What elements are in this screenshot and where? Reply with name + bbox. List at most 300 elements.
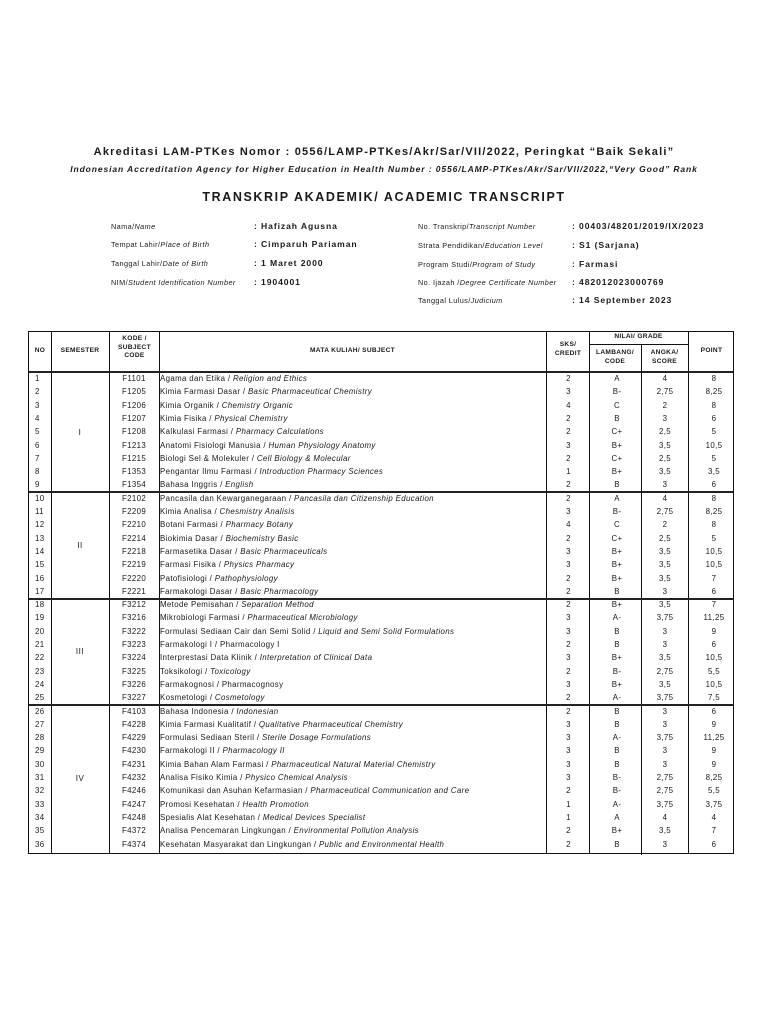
grade-point: 9: [711, 746, 717, 756]
grade-point: 9: [711, 719, 717, 729]
transcript-number: : 00403/48201/2019/IX/2023: [572, 221, 705, 231]
subject-code: F2220: [121, 573, 147, 583]
table-row: [29, 639, 735, 652]
grade-code: A: [614, 374, 620, 383]
subject-code: F1206: [121, 400, 147, 410]
credit: 2: [566, 640, 571, 649]
header-grade-group: NILAI/ GRADE: [614, 333, 663, 340]
credit: 2: [566, 826, 571, 836]
grade-score: 2: [662, 400, 668, 410]
subject-code: F1213: [121, 440, 147, 450]
row-no: 11: [35, 507, 44, 516]
grade-code: A: [614, 812, 620, 822]
semester-label: I: [78, 427, 82, 437]
credit: 3: [566, 560, 571, 570]
row-no: 5: [35, 427, 40, 437]
table-row: [29, 573, 735, 586]
subject-name: Anatomi Fisiologi Manusia / Human Physiology Anatomy: [160, 440, 376, 450]
semester-divider: [29, 598, 733, 600]
credit: 2: [566, 706, 571, 716]
subject-name: Farmasi Fisika / Physics Pharmacy: [160, 560, 295, 570]
subject-name: Pengantar Ilmu Farmasi / Introduction Pharmacy Sciences: [160, 467, 384, 477]
grade-point: 8: [711, 493, 717, 503]
subject-name: Metode Pemisahan / Separation Method: [160, 600, 314, 610]
credit: 2: [566, 493, 571, 503]
table-row: [29, 546, 735, 559]
student-birthplace: : Cimparuh Pariaman: [254, 239, 358, 249]
table-row: [29, 493, 735, 506]
row-no: 18: [35, 600, 45, 610]
credit: 3: [566, 746, 571, 756]
grade-code: B-: [612, 666, 622, 676]
grade-point: 8: [711, 520, 717, 530]
grade-score: 3,5: [658, 546, 672, 556]
semester-divider: [29, 704, 733, 706]
row-no: 23: [35, 666, 45, 676]
credit: 3: [566, 679, 571, 689]
grade-code: B-: [612, 773, 622, 782]
grades-table: [28, 331, 734, 854]
table-row: [29, 812, 735, 825]
grade-score: 3,5: [658, 440, 672, 450]
subject-name: Kimia Bahan Alam Farmasi / Pharmaceutical Natural Material Chemistry: [160, 759, 436, 769]
table-row: [29, 559, 735, 572]
row-no: 24: [35, 679, 45, 689]
table-row: [29, 785, 735, 798]
grade-score: 2,5: [658, 533, 672, 543]
subject-code: F1215: [121, 453, 147, 463]
student-nim: : 1904001: [254, 277, 301, 287]
row-no: 25: [35, 693, 45, 703]
row-no: 22: [35, 653, 45, 663]
graduation-date: : 14 September 2023: [572, 295, 673, 305]
grade-point: 11,25: [703, 733, 725, 743]
subject-code: F2102: [121, 493, 147, 503]
table-row: [29, 506, 735, 519]
row-no: 19: [35, 613, 45, 623]
row-no: 3: [35, 400, 40, 410]
credit: 2: [566, 586, 571, 596]
program-of-study: : Farmasi: [572, 259, 619, 269]
subject-name: Patofisiologi / Pathophysiology: [160, 573, 278, 583]
grade-code: B+: [611, 546, 623, 556]
subject-code: F1354: [121, 480, 147, 490]
grade-code: B: [614, 626, 620, 636]
grade-code: A-: [612, 693, 622, 703]
table-row: [29, 453, 735, 466]
table-row: [29, 599, 735, 612]
grade-score: 2,75: [656, 786, 674, 796]
subject-name: Farmakologi II / Pharmacology II: [160, 746, 285, 756]
grade-point: 5: [711, 427, 717, 437]
accreditation-line: Akreditasi LAM-PTKes Nomor : 0556/LAMP-PTKes/Akr/Sar/VII/2022, Peringkat “Baik Sekali”: [93, 146, 675, 158]
grade-code: A-: [612, 733, 622, 743]
subject-name: Biologi Sel & Molekuler / Cell Biology & Molecular: [160, 453, 351, 463]
subject-code: F1353: [121, 467, 147, 477]
grade-score: 3,5: [658, 653, 672, 663]
table-row: [29, 533, 735, 546]
grade-score: 3,75: [656, 799, 674, 809]
table-row: [29, 440, 735, 453]
row-no: 20: [35, 626, 45, 636]
grade-point: 8: [711, 400, 717, 410]
subject-code: F3212: [121, 600, 147, 610]
table-row: [29, 386, 735, 399]
grade-point: 7,5: [707, 693, 721, 703]
row-no: 31: [35, 773, 45, 782]
grade-code: B-: [612, 507, 622, 516]
subject-name: Analisa Pencemaran Lingkungan / Environmental Pollution Analysis: [160, 826, 419, 836]
grade-code: B+: [611, 826, 623, 836]
table-row: [29, 652, 735, 665]
row-no: 28: [35, 733, 45, 743]
credit: 1: [566, 467, 571, 477]
credit: 2: [566, 533, 571, 543]
grade-score: 3,5: [658, 600, 672, 610]
grade-score: 3: [662, 586, 668, 596]
credit: 3: [566, 773, 571, 782]
row-no: 27: [35, 719, 45, 729]
grade-point: 3,75: [705, 799, 723, 809]
grade-code: B+: [611, 679, 623, 689]
subject-name: Promosi Kesehatan / Health Promotion: [160, 799, 310, 809]
credit: 2: [566, 480, 571, 490]
credit: 2: [566, 600, 571, 610]
grade-point: 5,5: [707, 666, 721, 676]
subject-code: F3223: [121, 640, 147, 649]
subject-code: F4247: [121, 799, 147, 809]
grade-score: 4: [662, 493, 668, 503]
subject-name: Bahasa Inggris / English: [160, 480, 254, 490]
grade-code: B: [614, 586, 620, 596]
table-row: [29, 799, 735, 812]
grade-code: C+: [611, 453, 623, 463]
grade-point: 10,5: [705, 679, 723, 689]
grade-code: C: [613, 400, 621, 410]
grade-point: 7: [711, 600, 717, 610]
subject-code: F2210: [121, 520, 147, 530]
table-row: [29, 666, 735, 679]
grade-code: B-: [612, 786, 622, 796]
credit: 2: [566, 573, 571, 583]
grade-point: 5: [711, 453, 717, 463]
table-row: [29, 706, 735, 719]
subject-name: Pancasila dan Kewarganegaraan / Pancasila dan Citizenship Education: [160, 493, 434, 503]
row-no: 15: [35, 560, 45, 570]
row-no: 7: [35, 453, 40, 463]
accreditation-line-english: Indonesian Accreditation Agency for Higher Education in Health Number : 0556/LAMP-PTKes/Akr/Sar/VII/2022,“Very Good” Rank: [70, 164, 698, 174]
table-row: [29, 413, 735, 426]
grade-score: 2,5: [658, 453, 672, 463]
grade-score: 3: [662, 839, 668, 849]
grade-score: 3,5: [658, 573, 672, 583]
row-no: 6: [35, 440, 40, 450]
row-no: 36: [35, 839, 45, 849]
credit: 1: [566, 799, 571, 809]
subject-name: Interprestasi Data Klinik / Interpretation of Clinical Data: [160, 653, 373, 663]
grade-point: 7: [711, 826, 717, 836]
grade-code: C+: [611, 533, 623, 543]
credit: 2: [566, 374, 571, 383]
subject-name: Toksikologi / Toxicology: [160, 666, 251, 676]
grade-score: 3: [662, 759, 668, 769]
grade-score: 2,75: [656, 666, 674, 676]
subject-name: Bahasa Indonesia / Indonesian: [160, 706, 279, 716]
table-row: [29, 373, 735, 386]
grade-code: B: [614, 706, 620, 716]
semester-label: II: [77, 540, 83, 550]
education-level: : S1 (Sarjana): [572, 240, 640, 250]
row-no: 10: [35, 493, 45, 503]
row-no: 29: [35, 746, 45, 756]
table-row: [29, 719, 735, 732]
credit: 3: [566, 719, 571, 729]
subject-name: Biokimia Dasar / Biochemistry Basic: [160, 533, 299, 543]
credit: 3: [566, 613, 571, 623]
subject-name: Kosmetologi / Cosmetology: [160, 693, 265, 703]
grade-code: C+: [611, 427, 623, 437]
grade-code: B: [614, 759, 620, 769]
header-grade-code: LAMBANG/ CODE: [596, 349, 634, 365]
table-row: [29, 825, 735, 838]
grade-point: 6: [711, 480, 717, 490]
subject-name: Formulasi Sediaan Steril / Sterile Dosage Formulations: [160, 733, 371, 743]
credit: 2: [566, 666, 571, 676]
subject-code: F4230: [121, 746, 147, 756]
grade-code: B+: [611, 573, 623, 583]
subject-name: Farmasetika Dasar / Basic Pharmaceuticals: [160, 546, 328, 556]
credit: 4: [566, 400, 571, 410]
grade-code: B: [614, 480, 620, 490]
student-name: : Hafizah Agusna: [254, 221, 338, 231]
grade-point: 6: [711, 640, 717, 649]
semester-divider: [29, 491, 733, 493]
grade-code: B+: [611, 440, 623, 450]
grade-code: B+: [611, 600, 623, 610]
subject-name: Kimia Farmasi Dasar / Basic Pharmaceutical Chemistry: [160, 387, 373, 397]
grade-code: B: [614, 719, 620, 729]
row-no: 17: [35, 586, 45, 596]
grade-score: 3,5: [658, 467, 672, 477]
subject-name: Komunikasi dan Asuhan Kefarmasian / Pharmaceutical Communication and Care: [160, 786, 470, 796]
grade-point: 10,5: [705, 440, 723, 450]
grade-score: 2,75: [656, 773, 674, 782]
row-no: 8: [35, 467, 40, 477]
header-point: POINT: [700, 347, 723, 354]
row-no: 4: [35, 413, 40, 423]
grade-score: 3,75: [656, 693, 674, 703]
grade-point: 4: [711, 812, 717, 822]
grade-point: 8,25: [705, 387, 723, 397]
grade-point: 10,5: [705, 546, 723, 556]
table-row: [29, 426, 735, 439]
credit: 3: [566, 507, 571, 516]
row-no: 32: [35, 786, 45, 796]
grade-score: 2,75: [656, 507, 674, 516]
credit: 2: [566, 453, 571, 463]
subject-code: F2214: [121, 533, 147, 543]
credit: 3: [566, 387, 571, 397]
credit: 4: [566, 520, 571, 530]
credit: 3: [566, 440, 571, 450]
grade-score: 2,75: [656, 387, 674, 397]
table-row: [29, 519, 735, 532]
grade-point: 8: [711, 374, 717, 383]
row-no: 13: [35, 533, 45, 543]
grade-score: 3: [662, 640, 668, 649]
grade-score: 3,5: [658, 679, 672, 689]
subject-name: Formulasi Sediaan Cair dan Semi Solid / Liquid and Semi Solid Formulations: [160, 626, 455, 636]
grade-code: B+: [611, 653, 623, 663]
grade-code: B+: [611, 560, 623, 570]
subject-code: F4246: [121, 786, 147, 796]
credit: 2: [566, 839, 571, 849]
grade-point: 6: [711, 413, 717, 423]
grade-point: 5: [711, 533, 717, 543]
grade-score: 3: [662, 626, 668, 636]
subject-name: Kesehatan Masyarakat dan Lingkungan / Public and Environmental Health: [160, 839, 445, 849]
subject-name: Kimia Farmasi Kualitatif / Qualitative Pharmaceutical Chemistry: [160, 719, 404, 729]
credit: 3: [566, 546, 571, 556]
subject-code: F4103: [121, 706, 147, 716]
subject-code: F3216: [121, 613, 147, 623]
credit: 3: [566, 759, 571, 769]
student-birthdate: : 1 Maret 2000: [254, 258, 324, 268]
subject-code: F4374: [121, 839, 147, 849]
subject-name: Kalkulasi Farmasi / Pharmacy Calculations: [160, 427, 324, 437]
subject-name: Farmakologi I / Pharmacology I: [160, 640, 280, 649]
subject-code: F2218: [121, 546, 147, 556]
row-no: 16: [35, 573, 45, 583]
subject-name: Spesialis Alat Kesehatan / Medical Devices Specialist: [160, 812, 366, 822]
table-row: [29, 612, 735, 625]
degree-certificate-number: : 482012023000769: [572, 277, 665, 287]
grade-score: 2: [662, 520, 668, 530]
grade-code: B-: [612, 387, 622, 397]
document-title: TRANSKRIP AKADEMIK/ ACADEMIC TRANSCRIPT: [202, 190, 566, 204]
subject-code: F4229: [121, 733, 147, 743]
subject-code: F4248: [121, 812, 147, 822]
table-row: [29, 466, 735, 479]
grade-point: 10,5: [705, 653, 723, 663]
grade-point: 8,25: [705, 507, 723, 516]
row-no: 9: [35, 480, 40, 490]
grade-score: 3,75: [656, 733, 674, 743]
grade-score: 3,5: [658, 560, 672, 570]
grade-code: A-: [612, 799, 622, 809]
subject-name: Kimia Analisa / Chesmistry Analisis: [160, 507, 295, 516]
subject-name: Kimia Organik / Chemistry Organic: [160, 400, 294, 410]
grade-code: A: [614, 493, 620, 503]
grade-point: 6: [711, 586, 717, 596]
credit: 2: [566, 693, 571, 703]
header-credit: SKS/ CREDIT: [554, 341, 582, 357]
subject-code: F4231: [121, 759, 147, 769]
header-semester: SEMESTER: [60, 347, 100, 354]
credit: 3: [566, 733, 571, 743]
subject-code: F1205: [121, 387, 147, 397]
row-no: 1: [35, 374, 40, 383]
grade-score: 4: [662, 812, 668, 822]
semester-label: IV: [75, 773, 85, 783]
grade-group-line: [589, 344, 688, 345]
subject-name: Agama dan Etika / Religion and Ethics: [160, 374, 308, 383]
subject-code: F4372: [121, 826, 147, 836]
grade-code: B: [614, 746, 620, 756]
transcript-page: Akreditasi LAM-PTKes Nomor : 0556/LAMP-PTKes/Akr/Sar/VII/2022, Peringkat “Baik Sekali” Indonesian Accreditation Agency for Higher Education in Health Number : 0556/LAMP-PTKes/Akr/Sar/VII/2022,“Very Good” Rank TRANSKRIP AKADEMIK/ ACADEMIC TRANSCRIPT Nama/Name : Hafizah Agusna Tempat Lahir/Place of Birth : Cimparuh Pariaman Tanggal Lahir/Date of Birth : 1 Maret 2000 NIM/Student Identification Number : 1904001 No. Transkrip/Transcript Number : 00403/48201/2019/IX/2023 Strata Pendidikan/Education Level : S1 (Sarjana) Program Studi/Program of Study : Farmasi No. Ijazah /Degree Certificate Number : 482012023000769 Tanggal Lulus/Judicium : 14 September 2023 NO SEMESTER KODE / SUBJECT CODE MATA KULIAH/ SUBJECT SKS/ CREDIT NILAI/ GRADE LAMBANG/ CODE ANGKA/ SCORE POINT 1 F1101 Agama dan Etika / Religion and Ethics 2 A 4 8 2 F1205 Kimia Farmasi Dasar / Basic Pharmaceutical Chemistry 3 B- 2,75 8,25 3 F1206 Kimia Organik / Chemistry Organic 4 C 2 8 4 F1207 Kimia Fisika / Physical Chemistry 2 B 3 6 5 F1208 Kalkulasi Farmasi / Pharmacy Calculations 2 C+ 2,5 5 6 F1213 Anatomi Fisiologi Manusia / Human Physiology Anatomy 3 B+ 3,5 10,5 7 F1215 Biologi Sel & Molekuler / Cell Biology & Molecular 2 C+ 2,5 5 8 F1353 Pengantar Ilmu Farmasi / Introduction Pharmacy Sciences 1 B+ 3,5 3,5 9 F1354 Bahasa Inggris / English 2 B 3 6 10 F2102 Pancasila dan Kewarganegaraan / Pancasila dan Citizenship Education 2 A 4 8 11 F2209 Kimia Analisa / Chesmistry Analisis 3 B- 2,75 8,25 12 F2210 Botani Farmasi / Pharmacy Botany 4 C 2 8 13 F2214 Biokimia Dasar / Biochemistry Basic 2 C+ 2,5 5 14 F2218 Farmasetika Dasar / Basic Pharmaceuticals 3 B+ 3,5 10,5 15 F2219 Farmasi Fisika / Physics Pharmacy 3 B+ 3,5 10,5 16 F2220 Patofisiologi / Pathophysiology 2 B+ 3,5 7 17 F2221 Farmakologi Dasar / Basic Pharmacology 2 B 3 6 18 F3212 Metode Pemisahan / Separation Method 2 B+ 3,5 7 19 F3216 Mikrobiologi Farmasi / Pharmaceutical Microbiology 3 A- 3,75 11,25 20 F3222 Formulasi Sediaan Cair dan Semi Solid / Liquid and Semi Solid Formulations 3 B 3 9 21 F3223 Farmakologi I / Pharmacology I 2 B 3 6 22 F3224 Interprestasi Data Klinik / Interpretation of Clinical Data 3 B+ 3,5 10,5 23 F3225 Toksikologi / Toxicology 2 B- 2,75 5,5 24 F3226 Farmakognosi / Pharmacognosy 3 B+ 3,5 10,5 25 F3227 Kosmetologi / Cosmetology 2 A- 3,75 7,5 26 F4103 Bahasa Indonesia / Indonesian 2 B 3 6 27 F4228 Kimia Farmasi Kualitatif / Qualitative Pharmaceutical Chemistry 3 B 3 9 28 F4229 Formulasi Sediaan Steril / Sterile Dosage Formulations 3 A- 3,75 11,25 29 F4230 Farmakologi II / Pharmacology II 3 B 3 9 30 F4231 Kimia Bahan Alam Farmasi / Pharmaceutical Natural Material Chemistry 3 B 3 9 31 F4232 Analisa Fisiko Kimia / Physico Chemical Analysis 3 B- 2,75 8,25 32 F4246 Komunikasi dan Asuhan Kefarmasian / Pharmaceutical Communication and Care 2 B- 2,75 5,5 33 F4247 Promosi Kesehatan / Health Promotion 1 A- 3,75 3,75 34 F4248 Spesialis Alat Kesehatan / Medical Devices Specialist 1 A 4 4 35 F4372 Analisa Pencemaran Lingkungan / Environmental Pollution Analysis 2 B+ 3,5 7 36 F4374 Kesehatan Masyarakat dan Lingkungan / Public and Environmental Health 2 B 3 6 I II III IV: [0, 0, 768, 1024]
subject-name: Analisa Fisiko Kimia / Physico Chemical Analysis: [160, 773, 348, 782]
grade-score: 3: [662, 480, 668, 490]
credit: 1: [566, 812, 571, 822]
grade-code: B+: [611, 467, 623, 477]
grade-code: B: [614, 413, 620, 423]
subject-code: F4228: [121, 719, 147, 729]
row-no: 12: [35, 520, 45, 530]
grade-score: 3: [662, 413, 668, 423]
row-no: 35: [35, 826, 45, 836]
subject-code: F3224: [121, 653, 147, 663]
subject-name: Botani Farmasi / Pharmacy Botany: [160, 520, 294, 530]
row-no: 14: [35, 546, 45, 556]
grade-point: 7: [711, 573, 717, 583]
subject-name: Farmakologi Dasar / Basic Pharmacology: [160, 586, 319, 596]
grade-point: 11,25: [703, 613, 725, 623]
grade-point: 5,5: [707, 786, 721, 796]
subject-code: F3222: [121, 626, 147, 636]
table-row: [29, 772, 735, 785]
row-no: 34: [35, 812, 45, 822]
grade-score: 3: [662, 719, 668, 729]
grade-score: 3,5: [658, 826, 672, 836]
grade-point: 9: [711, 626, 717, 636]
grade-point: 8,25: [705, 773, 723, 782]
grade-score: 3: [662, 706, 668, 716]
row-no: 33: [35, 799, 45, 809]
subject-name: Mikrobiologi Farmasi / Pharmaceutical Microbiology: [160, 613, 358, 623]
credit: 2: [566, 413, 571, 423]
subject-code: F1208: [121, 427, 147, 437]
table-row: [29, 745, 735, 758]
grade-score: 2,5: [658, 427, 672, 437]
subject-code: F2209: [121, 507, 147, 516]
table-row: [29, 839, 735, 852]
table-row: [29, 732, 735, 745]
credit: 3: [566, 653, 571, 663]
table-row: [29, 400, 735, 413]
subject-code: F3225: [121, 666, 147, 676]
table-row: [29, 759, 735, 772]
subject-name: Kimia Fisika / Physical Chemistry: [160, 413, 288, 423]
grade-score: 3: [662, 746, 668, 756]
subject-code: F3226: [121, 679, 147, 689]
header-subject: MATA KULIAH/ SUBJECT: [310, 347, 395, 354]
credit: 3: [566, 626, 571, 636]
credit: 2: [566, 427, 571, 437]
grade-score: 4: [662, 374, 668, 383]
subject-code: F2219: [121, 560, 147, 570]
grade-point: 6: [711, 839, 717, 849]
row-no: 21: [35, 640, 45, 649]
subject-name: Farmakognosi / Pharmacognosy: [160, 679, 284, 689]
subject-code: F4232: [121, 773, 147, 782]
grade-point: 9: [711, 759, 717, 769]
grade-code: C: [613, 520, 621, 530]
grade-point: 3,5: [707, 467, 721, 477]
credit: 2: [566, 786, 571, 796]
table-row: [29, 679, 735, 692]
header-no: NO: [34, 347, 46, 354]
row-no: 2: [35, 387, 40, 397]
